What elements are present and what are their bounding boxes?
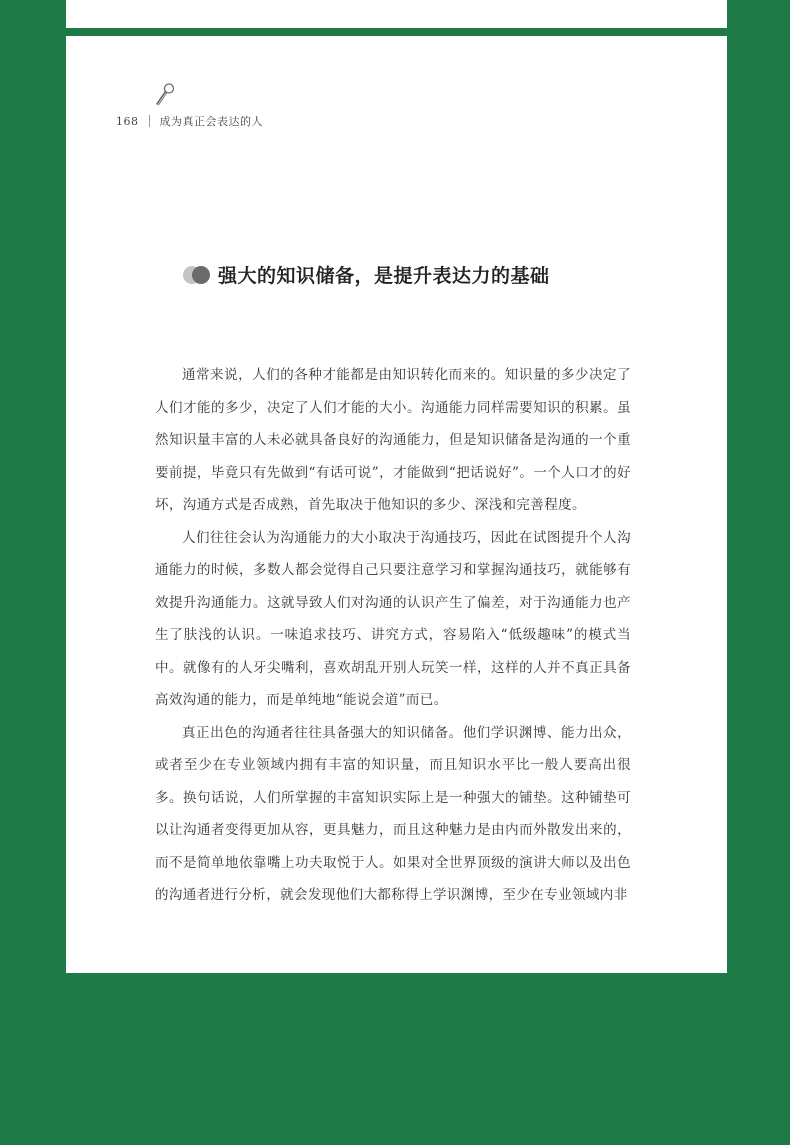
microphone-icon [154,82,176,108]
header-divider [149,115,150,127]
page-number: 168 [116,114,139,128]
running-head [116,113,263,129]
section-title: 强大的知识储备，是提升表达力的基础 [218,265,550,287]
previous-page-strip [66,0,727,28]
section-heading [182,261,550,288]
paragraph-3: 真正出色的沟通者往往具备强大的知识储备。他们学识渊博、能力出众，或者至少在专业领域内拥有丰富的知识量，而且知识水平比一般人要高出很多。换句话说，人们所掌握的丰富知识实际上是一种强大的铺垫。这种铺垫可以让沟通者变得更加从容，更具魅力，而且这种魅力是由内而外散发出来的，而不是简单地依靠嘴上功夫取悦于人。如果对全世界顶级的演讲大师以及出色的沟通者进行分析，就会发现他们大都称得上学识渊博，至少在专业领域内非 [155,724,631,903]
book-page [66,36,727,973]
body-text [155,359,631,912]
paragraph-1: 通常来说，人们的各种才能都是由知识转化而来的。知识量的多少决定了人们才能的多少，决定了人们才能的大小。沟通能力同样需要知识的积累。虽然知识量丰富的人未必就具备良好的沟通能力，但是知识储备是沟通的一个重要前提，毕竟只有先做到“有话可说”，才能做到“把话说好”。一个人口才的好坏，沟通方式是否成熟，首先取决于他知识的多少、深浅和完善程度。 [155,367,631,513]
paragraph-2: 人们往往会认为沟通能力的大小取决于沟通技巧，因此在试图提升个人沟通能力的时候，多数人都会觉得自己只要注意学习和掌握沟通技巧，就能够有效提升沟通能力。这就导致人们对沟通的认识产生了偏差，对于沟通能力也产生了肤浅的认识。一味追求技巧、讲究方式，容易陷入“低级趣味”的模式当中。就像有的人牙尖嘴利，喜欢胡乱开别人玩笑一样，这样的人并不真正具备高效沟通的能力，而是单纯地“能说会道”而已。 [155,529,631,708]
book-title: 成为真正会表达的人 [159,115,263,128]
overlapping-circles-icon [182,265,212,285]
